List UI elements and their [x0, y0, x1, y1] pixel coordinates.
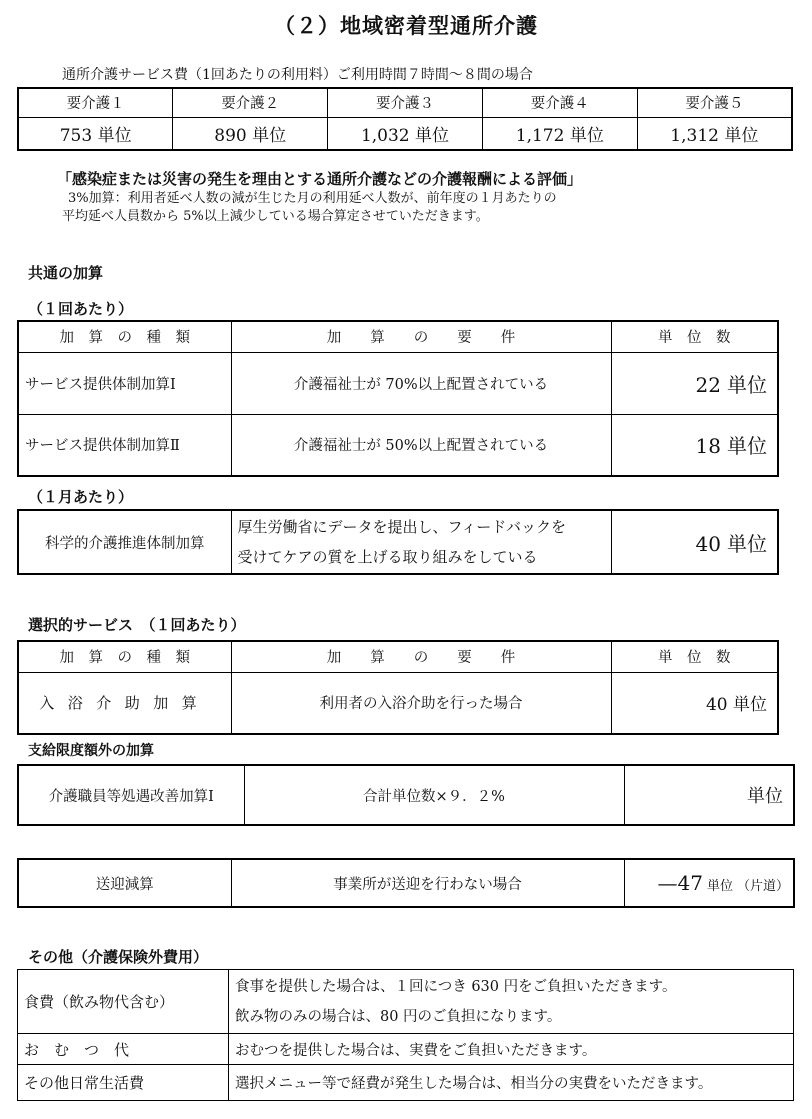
col-header: 単 位 数 [611, 641, 778, 672]
fee-level: 要介護５ [637, 88, 792, 117]
addition-requirement: 介護福祉士が 70%以上配置されている [231, 352, 611, 414]
addition-units: —47 単位 （片道） [624, 859, 794, 907]
cost-type: その他日常生活費 [18, 1065, 229, 1101]
col-header: 加 算 の 種 類 [18, 321, 231, 352]
fee-level: 要介護４ [482, 88, 637, 117]
fee-level: 要介護１ [18, 88, 173, 117]
common-table [17, 320, 779, 477]
infection-line: 平均延べ人員数から 5%以上減少している場合算定させていただきます。 [62, 209, 489, 224]
fee-unit: 890 単位 [173, 117, 328, 150]
monthly-table [17, 509, 779, 575]
addition-type: 入浴介助加算 [18, 672, 231, 734]
addition-requirement: 利用者の入浴介助を行った場合 [231, 672, 611, 734]
col-header: 単 位 数 [611, 321, 778, 352]
other-table [17, 969, 794, 1101]
addition-type: 科学的介護推進体制加算 [18, 510, 231, 574]
fee-unit: 1,312 単位 [637, 117, 792, 150]
common-heading: 共通の加算 [28, 264, 104, 282]
cost-type: お む つ 代 [18, 1034, 229, 1065]
cost-description: 選択メニュー等で経費が発生した場合は、相当分の実費をいただきます。 [229, 1065, 794, 1101]
addition-units: 22 単位 [611, 352, 778, 414]
page-title: （２）地域密着型通所介護 [274, 13, 538, 38]
col-header: 加 算 の 種 類 [18, 641, 231, 672]
fee-unit: 1,032 単位 [328, 117, 483, 150]
limit-table [17, 764, 795, 826]
fee-unit: 753 単位 [18, 117, 173, 150]
addition-units: 単位 [624, 765, 794, 825]
fee-level: 要介護３ [328, 88, 483, 117]
fee-heading: 通所介護サービス費（1回あたりの利用料）ご利用時間７時間～８間の場合 [62, 67, 533, 83]
fee-table [17, 87, 793, 151]
addition-requirement: 介護福祉士が 50%以上配置されている [231, 414, 611, 476]
infection-line: 3%加算：利用者延べ人数の減が生じた月の利用延べ人数が、前年度の１月あたりの [68, 191, 557, 206]
other-heading: その他（介護保険外費用） [28, 948, 209, 966]
fee-level: 要介護２ [173, 88, 328, 117]
col-header: 加 算 の 要 件 [231, 321, 611, 352]
infection-heading: 「感染症または災害の発生を理由とする通所介護などの介護報酬による評価」 [57, 170, 583, 188]
cost-type: 食費（飲み物代含む） [18, 970, 229, 1034]
optional-heading: 選択的サービス （１回あたり） [28, 616, 246, 634]
addition-type: サービス提供体制加算Ⅰ [18, 352, 231, 414]
addition-units: 40 単位 [611, 672, 778, 734]
addition-type: 送迎減算 [18, 859, 231, 907]
per-month-label: （１月あたり） [28, 488, 134, 506]
cost-description: おむつを提供した場合は、実費をご負担いただきます。 [229, 1034, 794, 1065]
addition-units: 18 単位 [611, 414, 778, 476]
per-visit-label: （１回あたり） [28, 300, 134, 318]
addition-type: サービス提供体制加算Ⅱ [18, 414, 231, 476]
optional-table [17, 640, 779, 735]
col-header: 加 算 の 要 件 [231, 641, 611, 672]
addition-requirement: 厚生労働省にデータを提出し、フィードバックを 受けてケアの質を上げる取り組みをしている [231, 510, 611, 574]
transport-table [17, 858, 795, 908]
limit-heading: 支給限度額外の加算 [28, 743, 154, 759]
addition-requirement: 合計単位数×９．２% [244, 765, 624, 825]
addition-type: 介護職員等処遇改善加算Ⅰ [18, 765, 244, 825]
addition-requirement: 事業所が送迎を行わない場合 [231, 859, 624, 907]
addition-units: 40 単位 [611, 510, 778, 574]
fee-unit: 1,172 単位 [482, 117, 637, 150]
cost-description: 食事を提供した場合は、１回につき 630 円をご負担いただきます。 飲み物のみの場合は、80 円のご負担になります。 [229, 970, 794, 1034]
